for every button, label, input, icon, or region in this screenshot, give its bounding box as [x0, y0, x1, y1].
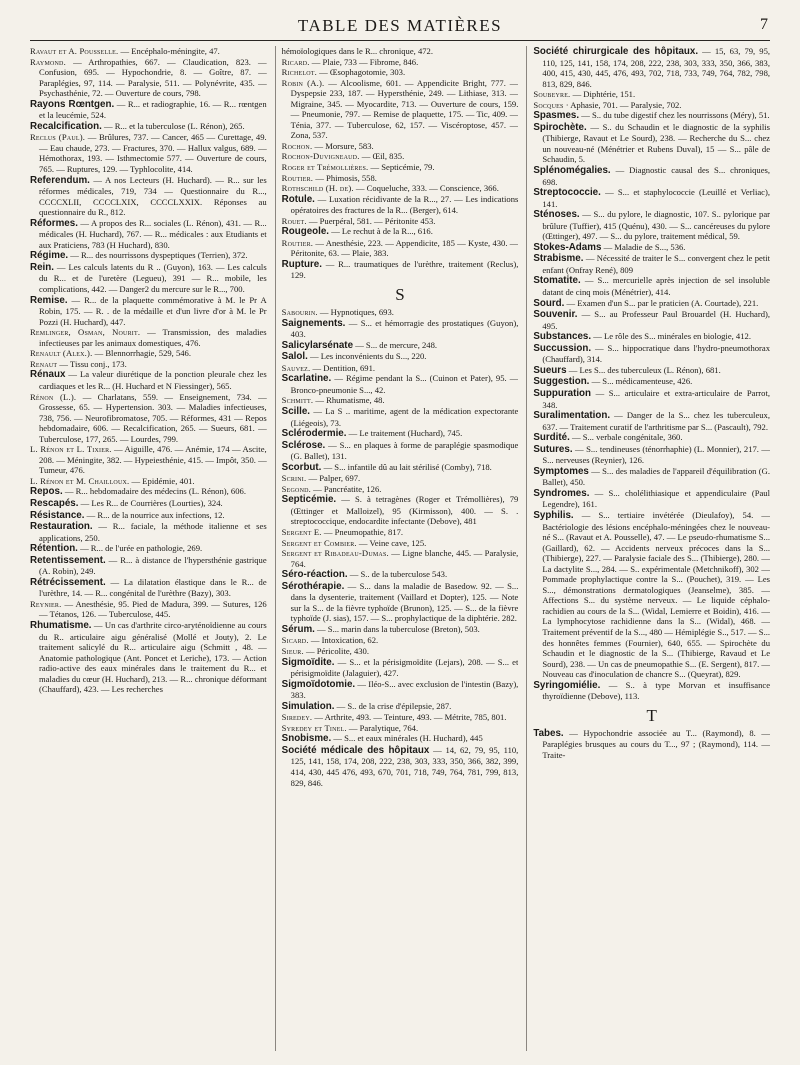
entry-text: — Œil, 835.	[361, 151, 405, 162]
index-entry	[533, 510, 770, 680]
index-entry	[30, 555, 267, 577]
index-entry	[282, 216, 519, 227]
entry-text: — S.. de la crise d'épilepsie, 287.	[336, 700, 452, 711]
entry-text: — R... de la nourrice aux infections, 12.	[86, 509, 225, 520]
entry-headword: Sueurs	[533, 364, 567, 376]
entry-headword: Surdité.	[533, 432, 570, 444]
entry-author: Ravaut et A. Pousselle.	[30, 46, 119, 56]
entry-text: — S... en plaques à forme de paraplégie spasmodique (G. Ballet), 131.	[290, 439, 519, 462]
entry-text: — Diagnostic causal des S... chroniques, 698.	[542, 165, 771, 187]
entry-headword: Sérothérapie.	[281, 580, 345, 592]
index-entry	[533, 242, 770, 254]
index-entry	[30, 121, 267, 133]
index-entry	[30, 250, 267, 262]
entry-text: — Morsure, 583.	[314, 140, 374, 151]
entry-headword: Rayons Rœntgen.	[30, 98, 115, 110]
index-entry	[533, 388, 770, 410]
entry-headword: Repos.	[30, 486, 63, 498]
entry-headword: Strabisme.	[533, 253, 584, 265]
entry-text: — Péricolite, 430.	[305, 645, 369, 656]
entry-headword: Simulation.	[281, 700, 335, 712]
index-entry	[533, 100, 770, 111]
entry-text: — Hypnotiques, 693.	[319, 307, 394, 318]
entry-text: — S... du pylore, le diagnostic, 107. S.. pylorique par brûlure (Tuffier), 415 (Quénu), 430. — S... cancéreuses du pylore (Œttinger), 497. — S... du pylore, traitement médical, 59.	[542, 209, 771, 242]
index-entry	[533, 187, 770, 209]
entry-headword: Sutures.	[533, 443, 573, 455]
entry-headword: Rougeole.	[281, 226, 330, 238]
entry-headword: Société médicale des hôpitaux	[281, 744, 430, 756]
entry-author: Rothschild (H. de).	[281, 183, 354, 194]
entry-headword: Souvenir.	[533, 309, 578, 321]
entry-text: — R... traumatiques de l'urèthre, traitement (Reclus), 129.	[290, 258, 519, 281]
entry-headword: Suralimentation.	[533, 410, 611, 422]
entry-text: — S... dans la maladie de Basedow. 92. — S... dans la dysenterie, traitement (Vaillard et Dopter), 125. — Note sur la S... de la fièvre typhoïde (Brunon), 125. — S... de la fièvre typhoïde (J. sias), 157. — S... prophylactique de la diphtérie. 282.	[290, 580, 519, 624]
entry-text: — Le rechut à de la R..., 616.	[331, 226, 433, 237]
page-title: TABLE DES MATIÈRES	[297, 16, 503, 35]
entry-headword: Syphilis.	[533, 509, 574, 521]
entry-text: — R... des nourrissons dyspeptiques (Terrien), 372.	[70, 250, 248, 261]
index-entry	[282, 581, 519, 624]
index-entry	[282, 723, 519, 734]
index-entry	[533, 298, 770, 310]
entry-author: Sabourin.	[281, 307, 318, 318]
entry-headword: Syndromes.	[533, 487, 590, 499]
index-entry	[282, 141, 519, 152]
entry-headword: Stokes-Adams	[533, 241, 602, 253]
entry-headword: Rotule.	[281, 193, 315, 205]
index-entry	[30, 369, 267, 391]
index-entry	[533, 376, 770, 388]
entry-author: Remlinger, Osman, Nourit.	[30, 327, 141, 338]
entry-author: Syredey et Tinel.	[281, 722, 347, 733]
entry-headword: Tabes.	[533, 727, 564, 739]
index-entry	[282, 46, 519, 57]
index-entry	[282, 440, 519, 462]
entry-text: — R... de la plaquette commémorative à M. le Pr A Robin, 175. — R. . de la médaille et d'un livre d'or à M. le Pr Pozzi (H. Huchard), 447.	[39, 294, 267, 327]
entry-text: — Encéphalo-méningite, 47.	[120, 46, 220, 56]
index-entry	[533, 122, 770, 165]
entry-author: Schmitt.	[281, 395, 314, 406]
index-entry	[533, 432, 770, 444]
index-entry	[30, 521, 267, 543]
entry-text: — Transmission, des maladies infectieuses par les animaux domestiques, 476.	[39, 327, 267, 348]
index-entry	[533, 165, 770, 187]
entry-headword: Splénomégalies.	[533, 165, 611, 177]
index-entry	[30, 359, 267, 370]
entry-headword: Réformes.	[30, 217, 78, 229]
entry-author: Sauvez.	[281, 362, 311, 373]
entry-text: — Les S... des tuberculeux (L. Rénon), 681.	[568, 364, 721, 375]
entry-text: — R... et radiographie, 16. — R... rœntgen et la leucémie, 524.	[39, 98, 267, 121]
entry-text: — Puerpéral, 581. — Péritonite 453.	[308, 215, 436, 226]
index-entry	[30, 620, 267, 695]
entry-text: — S... marin dans la tuberculose (Breton), 503.	[317, 623, 480, 634]
entry-text: — La S .. maritime, agent de la médication expectorante (Liégeois), 73.	[290, 405, 519, 428]
index-entry	[533, 410, 770, 432]
index-entry	[533, 331, 770, 343]
entry-text: — S.. de la tuberculose 543.	[349, 569, 448, 580]
entry-text: — S... mercurielle après injection de sel insoluble datant de cinq mois (Ménétrier), 414.	[542, 275, 771, 298]
entry-author: Robin (A.).	[281, 77, 325, 88]
index-entry	[30, 132, 267, 174]
entry-text: — S... infantile dû au lait stérilisé (Comby), 718.	[323, 461, 492, 472]
index-entry	[282, 226, 519, 238]
entry-text: — S... et staphylococcie (Leuillé et Verliac), 141.	[542, 187, 771, 209]
entry-headword: Rupture.	[281, 258, 322, 270]
index-entry	[30, 175, 267, 218]
index-entry	[30, 295, 267, 328]
entry-text: — S... hippocratique dans l'hydro-pneumothorax (Chauffard), 314.	[542, 342, 771, 365]
entry-text: — Tissu conj., 173.	[59, 358, 127, 369]
entry-text: — Luxation récidivante de la R..., 27. — Les indications opératoires des fractures de la R... (Berger), 614.	[290, 193, 519, 216]
entry-headword: Referendum.	[30, 174, 90, 186]
entry-text: — Régime pendant la S... (Cuinon et Pater), 95. — Bronco-pneumonie S..., 42.	[290, 373, 519, 395]
entry-headword: Scille.	[281, 405, 310, 417]
entry-text: — Arthrite, 493. — Teinture, 493. — Métrite, 785, 801.	[314, 712, 507, 723]
entry-author: Rouet.	[281, 215, 307, 226]
index-entry	[282, 527, 519, 538]
index-entry	[533, 488, 770, 510]
index-entry	[282, 548, 519, 569]
index-entry	[282, 194, 519, 216]
entry-text: — 14, 62, 79, 95, 110, 125, 141, 158, 174, 208, 222, 238, 303, 333, 350, 366, 382, 399, 414, 430, 445 476, 493, 670, 701, 718, 749, 764, 781, 799, 813, 829, 846.	[290, 744, 519, 788]
index-entry	[282, 733, 519, 745]
index-entry	[282, 307, 519, 318]
entry-text: — Plaie, 733 — Fibrome, 846.	[311, 56, 419, 67]
entry-headword: Restauration.	[30, 521, 93, 533]
entry-headword: Rétrécissement.	[30, 576, 106, 588]
entry-headword: Sérum.	[281, 623, 315, 635]
index-entry	[30, 46, 267, 57]
entry-headword: Septicémie.	[281, 494, 337, 506]
entry-headword: Sténoses.	[533, 209, 580, 221]
entry-text: — Epidémie, 401.	[131, 475, 195, 486]
entry-text: — Danger de la S... chez les tuberculeux, 637. — Traitement curatif de l'arthritisme par S... (Pascault), 792.	[542, 410, 771, 432]
index-entry	[282, 395, 519, 406]
entry-text: — Blennorrhagie, 529, 546.	[94, 348, 192, 359]
index-entry	[533, 253, 770, 275]
index-entry	[282, 162, 519, 173]
entry-author: Soubeyre.	[533, 89, 571, 100]
index-entry	[30, 543, 267, 555]
entry-headword: Spirochète.	[533, 121, 587, 133]
entry-author: Sergent et Combier.	[281, 537, 357, 548]
entry-headword: Succussion.	[533, 342, 592, 354]
entry-headword: Spasmes.	[533, 110, 580, 122]
index-entry	[282, 745, 519, 788]
entry-text: — R... hebdomadaire des médecins (L. Rénon), 606.	[64, 486, 246, 497]
entry-headword: Sclérodermie.	[281, 428, 347, 440]
entry-headword: Résistance.	[30, 509, 85, 521]
entry-author: Roger et Trémollières.	[281, 162, 369, 173]
entry-text: — S. à tetragènes (Roger et Trémollières), 79 (Œttinger et Malloizel), 95 (Kirmisson), 400. — S. . streptococcique, endocardite infectante (Debove), 481	[290, 494, 519, 527]
entry-text: — Les R... de Courrières (Lourties), 324.	[80, 497, 223, 508]
entry-headword: Remise.	[30, 294, 68, 306]
entry-headword: Substances.	[533, 331, 592, 343]
index-entry	[30, 599, 267, 620]
index-columns	[30, 46, 770, 1051]
entry-text: — A nos Lecteurs (H. Huchard). — R... sur les réformes médicales, 719, 734 — Questionnaire du R..., CCCCXLII, CCCCLXIX, CCCCLXXIX. Réponses au questionnaire du R., 812.	[39, 174, 267, 218]
entry-text: — S... cholélithiasique et appendiculaire (Paul Legendre), 161.	[542, 487, 770, 510]
entry-text: — Veine cave, 125.	[358, 537, 427, 548]
entry-text: — Paralytique, 764.	[348, 722, 419, 733]
index-entry	[282, 569, 519, 581]
entry-text: — Iléo-S... avec exclusion de l'intestin (Bazy), 383.	[290, 678, 519, 701]
entry-headword: Sourd.	[533, 297, 565, 309]
entry-text: — Aiguille, 476. — Anémie, 174 — Ascite, 208. — Méningite, 382. — Hypeiesthénie, 415. — Impôt, 350. — Tumeur, 476.	[39, 444, 267, 476]
entry-headword: Stomatite.	[533, 275, 581, 287]
entry-text: — A propos des R... sociales (L. Rénon), 431. — R... médicales (H. Huchard), 767. — R... médicales : aux Etudiants et aux Praticiens, 783 (H Huchard), 830.	[39, 217, 267, 250]
entry-text: — Pneumopathie, 817.	[323, 526, 404, 537]
index-entry	[282, 259, 519, 281]
page-number: 7	[760, 16, 768, 33]
entry-text: — S... et la périsigmoïdite (Lejars), 208. — S... et périsigmoïdite (Jalaguier), 427.	[290, 656, 519, 679]
index-entry	[30, 577, 267, 599]
entry-text: — S... de mercure, 248.	[355, 339, 438, 350]
index-column-2	[275, 46, 519, 1051]
entry-headword: Sclérose.	[281, 439, 326, 451]
entry-text: — S... des maladies de l'appareil d'équilibration (G. Ballet), 450.	[542, 465, 771, 488]
entry-text: — Œsophagotomie, 303.	[319, 67, 406, 78]
index-entry	[282, 173, 519, 184]
index-entry	[30, 444, 267, 476]
entry-text: — Anesthésie, 223. — Appendicite, 185 — Kyste, 430. — Péritonite, 63. — Plaie, 383.	[290, 237, 519, 259]
entry-author: Raymond.	[30, 56, 66, 67]
entry-text: — S.. du Schaudin et le diagnostic de la syphilis (Thibierge, Ravaut et Le Sourd), 238. — Recherche du S... chez un nouveau-né (Ménétrier et Rubens Duval), 15 — S... pâle de Schaudin, 5.	[542, 121, 771, 165]
index-entry	[30, 57, 267, 99]
index-entry	[533, 343, 770, 365]
index-entry	[30, 348, 267, 359]
index-entry	[533, 365, 770, 377]
index-entry	[282, 318, 519, 340]
entry-text: — S.. à type Morvan et insuffisance thyroïdienne (Debove), 113.	[542, 679, 771, 702]
entry-author: Siredey.	[281, 712, 313, 723]
entry-headword: Rescapés.	[30, 497, 79, 509]
entry-text: — S... et eaux minérales (H. Huchard), 445	[333, 733, 483, 744]
index-entry	[533, 46, 770, 89]
entry-author: Renaut	[30, 358, 58, 369]
index-entry	[282, 340, 519, 352]
index-entry	[282, 67, 519, 78]
entry-text: — S... tendineuses (ténorrhaphie) (L. Monnier), 217. — S... nerveuses (Reynier), 126.	[542, 443, 771, 466]
index-entry	[282, 494, 519, 527]
entry-author: Rochon.	[281, 140, 313, 151]
entry-text: — S... verbale congénitale, 360.	[571, 432, 683, 443]
entry-text: — Un cas d'arthrite circo-aryténoïdienne au cours du R.. articulaire aigu généralisé (Mollé et Jouty), 2. Le traitement salicylé du R... articulaire aigu (Schmitt , 48. — Anatomie pathologique (Ant. Poncet et Leriche), 173. — Action radio-active des eaux minérales dans le traitement du R... et maladies du cœur (H. Huchard), 213. — R... chronique déformant (Chauffard), 423. — Les recherches	[39, 619, 267, 695]
entry-headword: Streptococcie.	[533, 187, 601, 199]
entry-headword: Société chirurgicale des hôpitaux.	[533, 46, 699, 57]
entry-headword: Sigmoïdotomie.	[281, 678, 356, 690]
index-entry	[30, 476, 267, 487]
index-entry	[282, 712, 519, 723]
entry-author: Sieur.	[281, 645, 304, 656]
entry-text: — S... et hémorragie des prostatiques (Guyon), 403.	[290, 317, 519, 340]
entry-text: — R... et la tuberculose (L. Rénon), 265.	[104, 120, 245, 131]
index-entry	[282, 624, 519, 636]
entry-text: — Coqueluche, 333. — Conscience, 366.	[355, 183, 499, 194]
index-entry	[282, 646, 519, 657]
entry-text: — R... faciale, la méthode italienne et ses applications, 250.	[39, 521, 267, 543]
entry-text: — Le traitement (Huchard), 745.	[348, 428, 463, 439]
index-entry	[282, 151, 519, 162]
entry-headword: Symptomes	[533, 465, 589, 477]
index-entry	[30, 218, 267, 251]
entry-author: Sergent et Ribadeau-Dumas.	[281, 548, 389, 559]
entry-author: L. Rénon et M. Chailloux.	[30, 475, 130, 486]
index-entry	[533, 110, 770, 122]
index-entry	[30, 392, 267, 445]
index-entry	[282, 635, 519, 646]
entry-text: — Maladie de S..., 536.	[603, 241, 686, 252]
index-entry	[533, 466, 770, 488]
index-entry	[282, 701, 519, 713]
entry-text: — Rhumatisme, 48.	[315, 395, 385, 406]
index-entry	[282, 462, 519, 474]
entry-headword: Scarlatine.	[281, 373, 332, 385]
index-entry	[30, 498, 267, 510]
entry-headword: Snobisme.	[281, 733, 332, 745]
index-entry	[282, 406, 519, 428]
entry-text: hémoïologiques dans le R... chronique, 472.	[281, 46, 433, 56]
entry-author: L. Rénon et L. Tixier.	[30, 444, 112, 455]
index-entry	[533, 89, 770, 100]
index-entry	[282, 428, 519, 440]
entry-text: — Le rôle des S... minérales en biologie, 412.	[593, 331, 751, 342]
entry-text: — Septicémie, 79.	[370, 162, 435, 173]
entry-author: Segond.	[281, 483, 311, 494]
entry-author: Socques	[533, 99, 564, 110]
entry-text: — Intoxication, 62.	[310, 635, 379, 646]
entry-headword: Recalcification.	[30, 120, 102, 132]
index-entry	[30, 99, 267, 121]
index-entry	[282, 363, 519, 374]
entry-text: — Hypochondrie associée au T... (Raymond), 8. — Paraplégies brusques au cours du T..., 97 ; (Raymond), 114. — Traite-	[542, 727, 771, 760]
entry-author: Routier.	[281, 172, 314, 183]
index-entry	[282, 238, 519, 259]
entry-headword: Régime.	[30, 250, 69, 262]
entry-text: — Diphtérie, 151.	[572, 89, 636, 100]
entry-headword: Suggestion.	[533, 376, 590, 388]
entry-author: Ricard.	[281, 56, 310, 67]
entry-text: — Les inconvénients du S..., 220.	[309, 351, 427, 362]
entry-text: — Palper, 697.	[308, 473, 361, 484]
entry-text: — R... de l'urée en pathologie, 269.	[80, 543, 203, 554]
index-entry	[282, 538, 519, 549]
index-entry	[533, 728, 770, 761]
index-column-3	[526, 46, 770, 1051]
entry-author: Routier.	[281, 237, 314, 248]
entry-text: — Les calculs latents du R .. (Guyon), 163. — Les calculs du R... et de l'uretère (Legueu), 391 — R... mobile, les complications, 442. — Danger2 du mercure sur le R..., 700.	[39, 261, 267, 295]
index-entry	[282, 657, 519, 679]
entry-headword: Scorbut.	[281, 461, 322, 473]
entry-text: — S... tertiaire invétérée (Dieulafoy), 54. — Bactériologie des lésions encéphalo-méningées chez le nouveau-né S... (Ravaut et A. Pousselle), 47. — Le pseudo-rhumatisme S... (Gaillard), 62. — Accidents nerveux précoces dans la S... (Thibierge), 227. — Paralysie faciale des S... (Thibierge), 280. — La dactylite S..., 284. — S.. expérimentale (Metchnikoff), 302 — Pommade prophylactique contre la S... (Pouchet), 319. — Les S..., démonstrations dermatologiques (Jeanselme), 385. — Affections S... du système nerveux. — Le liquide céphalo-rachidien au cours de la S... (Widal, Lemierre et Boidin), 416. — La lymphocytose rachidienne dans la S... (Widal), 468. — Traitement préventif de la S..., 480 — Hémiplégie S.., 517. — S... des honnêtes femmes (Fournier), 640, 655. — Spirochète du Schaudin et le diagnostic de la S... (Thibierge, Ravaud et Le Sourd), 238. — Un cas de pneumopathie S... (E. Sergent), 817. — Nouveau cas d'inoculation de chancre S... (Queyrat), 829.	[542, 509, 771, 680]
entry-headword: Syringomiélie.	[533, 679, 601, 691]
entry-text: — S... articulaire et extra-articulaire de Parrot, 348.	[542, 387, 771, 410]
entry-text: — La dilatation élastique dans le R... de l'urèthre, 14. — R... congénital de l'urèthre (Bazy), 303.	[39, 576, 267, 599]
entry-headword: Saignements.	[281, 317, 346, 329]
entry-headword: Retentissement.	[30, 554, 106, 566]
entry-text: — Ligne blanche, 445. — Paralysie, 764.	[290, 548, 519, 569]
section-letter: S	[395, 285, 405, 305]
entry-author: Reynier.	[30, 598, 62, 609]
entry-text: — S.. du tube digestif chez les nourrissons (Méry), 51.	[581, 110, 770, 121]
index-entry	[30, 486, 267, 498]
entry-headword: Rétention.	[30, 543, 78, 555]
entry-text: — La valeur diurétique de la ponction pleurale chez les cardiaques et les R... (H. Huchard et N Fiessinger), 565.	[39, 369, 267, 391]
index-entry	[282, 473, 519, 484]
entry-author: Sicard.	[281, 635, 309, 646]
entry-headword: Rein.	[30, 261, 54, 273]
section-letter: T	[646, 705, 657, 725]
entry-author: Reclus (Paul).	[30, 132, 86, 143]
index-entry	[533, 680, 770, 702]
entry-text: — Arthropathies, 667. — Claudication, 823. — Confusion, 695. — Hypochondrie, 8. — Goître, 87. — Paraplégies, 97, 114. — Paralysie, 511. — Polynévrite, 435. — Psychasthénie, 72. — Ouverture de cours, 798.	[39, 56, 267, 99]
entry-author: Rochon-Duvigneaud.	[281, 151, 360, 162]
entry-text: — Pancréatite, 126.	[313, 483, 382, 494]
index-entry	[30, 262, 267, 295]
index-entry	[282, 373, 519, 395]
index-entry	[30, 327, 267, 348]
index-entry	[533, 275, 770, 297]
entry-headword: Salicylarsénate	[281, 339, 354, 351]
index-entry	[533, 209, 770, 242]
index-entry	[282, 78, 519, 141]
entry-text: — S... au Professeur Paul Brouardel (H. Huchard), 495.	[542, 309, 771, 331]
entry-headword: Rhumatisme.	[30, 619, 92, 631]
running-header	[30, 14, 770, 41]
entry-text: — R... à distance de l'hypersthénie gastrique (A. Robin), 249.	[39, 554, 267, 577]
index-entry	[282, 351, 519, 363]
index-entry	[282, 183, 519, 194]
entry-author: Scrini.	[281, 473, 307, 484]
index-entry	[282, 57, 519, 68]
entry-text: — S... médicamenteuse, 426.	[591, 376, 693, 387]
index-entry	[533, 444, 770, 466]
entry-headword: Sigmoïdite.	[281, 656, 335, 668]
entry-headword: Salol.	[281, 351, 308, 363]
entry-text: — Nécessité de traiter le S... convergent chez le petit enfant (Onfray René), 809	[542, 253, 771, 275]
entry-author: Rénon (L.).	[30, 391, 77, 402]
index-entry	[282, 484, 519, 495]
entry-text: — Phimosis, 558.	[315, 172, 377, 183]
entry-text: — Anesthésie, 95. Pied de Madura, 399. — Sutures, 126 — Tétanos, 126. — Tuberculose, 445.	[39, 598, 267, 620]
index-entry	[533, 309, 770, 331]
entry-text: — Alcoolisme, 601. — Appendicite Bright, 777. — Dyspepsie 233, 187. — Hypersthénie, 249. — Lithiase, 313. — Migraine, 345. — Myocardite, 713. — Ouverture de cours, 159. — Pneumonie, 797. — Remise de plaquette, 175. — Tic, 409. — Ténia, 377. — Tuberculose, 62, 157. — Viscéroptose, 457. — Zona, 537.	[290, 77, 519, 141]
entry-text: · Aphasie, 701. — Paralysie, 702.	[565, 99, 682, 110]
entry-author: Renault (Alex.).	[30, 348, 93, 359]
entry-headword: Rénaux	[30, 369, 66, 381]
entry-text: — Charlatans, 559. — Enseignement, 734. — Grossesse, 65. — Hypertension. 303. — Maladies infectieuses, 738, 756. — Neurofibromatose, 705. — Réformes, 431 — Repos hebdomadaire, 606. — Recalcification, 265. — Sueurs, 681. — Tuberculose, 177, 265. — Lourdes, 799.	[39, 391, 267, 444]
entry-author: Sergent E.	[281, 526, 322, 537]
entry-headword: Séro-réaction.	[281, 569, 348, 581]
entry-text: — Brûlures, 737. — Cancer, 465 — Curettage, 49. — Eau chaude, 273. — Fractures, 370. — Hallux valgus, 689. — Hémothorax, 193. — Isthmectomie 577. — Ouverture de cours, 765. — Ruptures, 129. — Typhlocolite, 414.	[39, 132, 267, 175]
index-entry	[30, 510, 267, 522]
entry-headword: Suppuration	[533, 387, 592, 399]
index-column-1	[30, 46, 267, 1051]
entry-text: — Dentition, 691.	[312, 362, 376, 373]
entry-text: — Examen d'un S... par le praticien (A. Courtade), 221.	[566, 297, 759, 308]
entry-author: Richelot.	[281, 67, 318, 78]
index-entry	[282, 679, 519, 701]
entry-text: — 15, 63, 79, 95, 110, 125, 141, 158, 174, 208, 222, 238, 303, 333, 350, 366, 383, 400, 415, 430, 445, 476, 493, 702, 718, 733, 749, 764, 782, 798, 813, 829, 846.	[542, 46, 771, 89]
